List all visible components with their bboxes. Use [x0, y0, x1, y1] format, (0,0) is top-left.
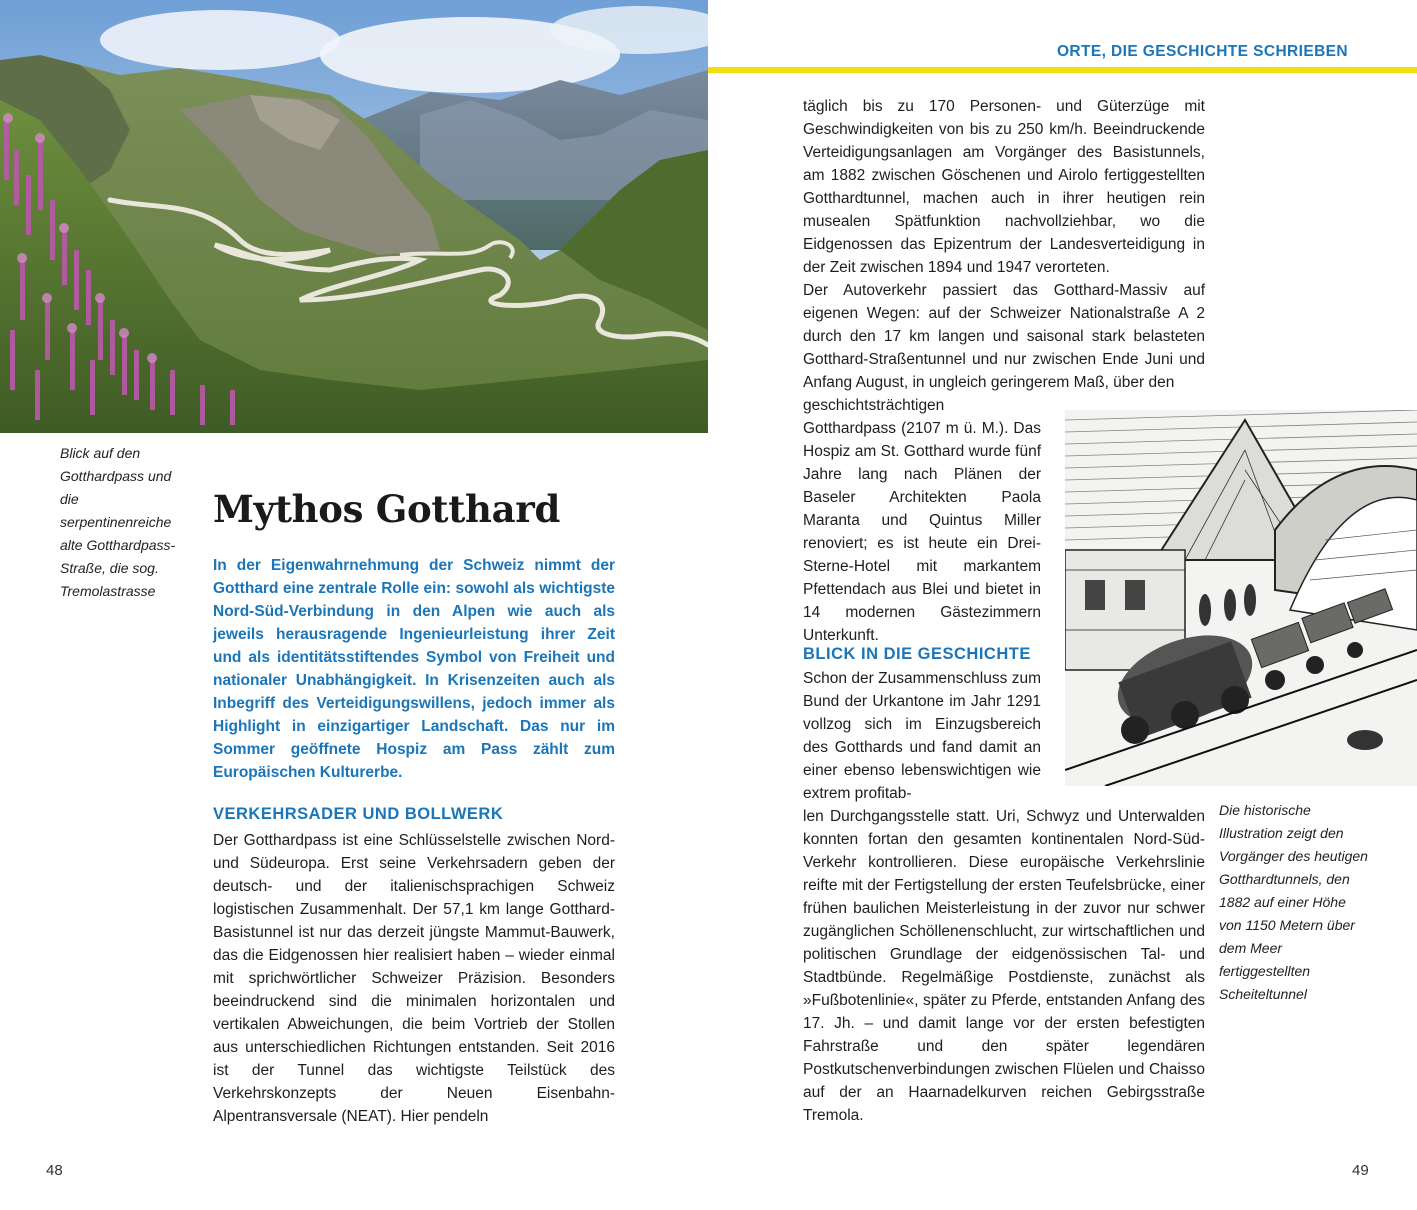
body-paragraph: Der Gotthardpass ist eine Schlüsselstelle zwischen Nord- und Südeuropa. Erst seine Verkehrsadern geben der deutsch- und der italienischsprachigen Schweiz logistischen Zusammenhalt. Der 57,1 km lange Gotthard-Basistunnel ist nur das derzeit jüngste Mammut-Bauwerk, das die Eidgenossen hier realisiert haben – wieder einmal mit sprichwörtlicher Schweizer Präzision. Besonders beeindruckend sind die minimalen horizontalen und vertikalen Abweichungen, die beim Vortrieb der Stollen aus unterschiedlichen Richtungen entstanden. Seit 2016 ist der Tunnel das wichtigste Teilstück des Verkehrskonzepts der Neuen Eisenbahn-Alpentransversale (NEAT). Hier pendeln [213, 832, 615, 1125]
page-title: Mythos Gotthard [213, 487, 561, 531]
photo-caption: Blick auf den Gotthardpass und die serpentinenreiche alte Gotthardpass-Straße, die sog. Tremolastrasse [60, 445, 176, 599]
body-paragraph: len Durchgangsstelle statt. Uri, Schwyz und Unterwalden konnten fortan den gesamten kontinentalen Nord-Süd-Verkehr kontrollieren. Diese europäische Verkehrslinie reifte mit der Fertigstellung der ersten Teufelsbrücke, einer frühen baulichen Meisterleistung in der zuvor nur schwer zugänglichen Schöllenenschlucht, zur wirtschaftlichen und politischen Grundlage der eidgenössischen Tal- und Stadtbünde. Regelmäßige Postdienste, zunächst als »Fußbotenlinie«, später zu Pferde, entstanden Anfang des 17. Jh. – und damit lange vor der ersten befestigten Fahrstraße und den später legendären Postkutschenverbindungen zwischen Flüelen und Chaisso auf der an Haarnadelkurven reichen Gebirgsstraße Tremola. [803, 808, 1205, 1124]
header-rule [708, 67, 1417, 73]
gotthard-pass-photo [0, 0, 708, 433]
page-number: 49 [1352, 1162, 1369, 1179]
page-number: 48 [46, 1162, 63, 1179]
body-paragraph: täglich bis zu 170 Personen- und Güterzüge mit Geschwindigkeiten von bis zu 250 km/h. Beeindruckende Verteidigungsanlagen am Vorgänger des Basistunnels, am 1882 zwischen Göschenen und Airolo fertiggestellten Gotthardtunnel, machen auch in ihrer heutigen rein musealen Spätfunktion nachvollziehbar, wo die Eidgenossen das Epizentrum der Landesverteidigung in der Zeit zwischen 1894 und 1947 verorteten. [803, 98, 1205, 276]
running-head: ORTE, DIE GESCHICHTE SCHRIEBEN [1056, 43, 1348, 60]
body-paragraph: Der Autoverkehr passiert das Gotthard-Massiv auf eigenen Wegen: auf der Schweizer Nationalstraße A 2 durch den 17 km langen und saisonal stark belasteten Gotthard-Straßentunnel und nur zwischen Ende Juni und Anfang August, in ungleich geringerem Maß, über den [803, 282, 1205, 391]
mountain-landscape-icon [0, 0, 708, 433]
tunnel-engraving-icon [1065, 410, 1417, 786]
body-paragraph: Schon der Zusammenschluss zum Bund der Urkantone im Jahr 1291 vollzog sich im Einzugsbereich des Gotthards und fand damit an einer ebenso lebenswichtigen wie extrem profitab- [803, 670, 1041, 802]
illustration-caption: Die historische Illustration zeigt den Vorgänger des heutigen Gotthardtunnels, den 1882 auf einer Höhe von 1150 Metern über dem Meer fertiggestellten Scheiteltunnel [1219, 802, 1368, 1002]
body-paragraph: geschichtsträchtigen Gotthardpass (2107 m ü. M.). Das Hospiz am St. Gotthard wurde fünf Jahre lang nach Plänen der Baseler Architekten Paola Maranta und Quintus Miller renoviert; es ist heute ein Drei-Sterne-Hotel mit markantem Pfettendach aus Blei und bietet in 14 modernen Gästezimmern Unterkunft. [803, 397, 1041, 644]
section-heading: VERKEHRSADER UND BOLLWERK [213, 805, 504, 823]
tunnel-illustration [1065, 410, 1417, 786]
lead-paragraph: In der Eigenwahrnehmung der Schweiz nimmt der Gotthard eine zentrale Rolle ein: sowohl als wichtigste Nord-Süd-Verbindung in den Alpen wie auch als jeweils herausragende Ingenieurleistung ihrer Zeit und als identitätsstiftendes Symbol von Freiheit und nationaler Unabhängigkeit. In Krisenzeiten auch als Inbegriff des Verteidigungswillens, jedoch immer als Highlight in einzigartiger Landschaft. Das nur im Sommer geöffnete Hospiz am Pass zählt zum Europäischen Kulturerbe. [213, 557, 615, 781]
section-heading: BLICK IN DIE GESCHICHTE [803, 645, 1031, 663]
